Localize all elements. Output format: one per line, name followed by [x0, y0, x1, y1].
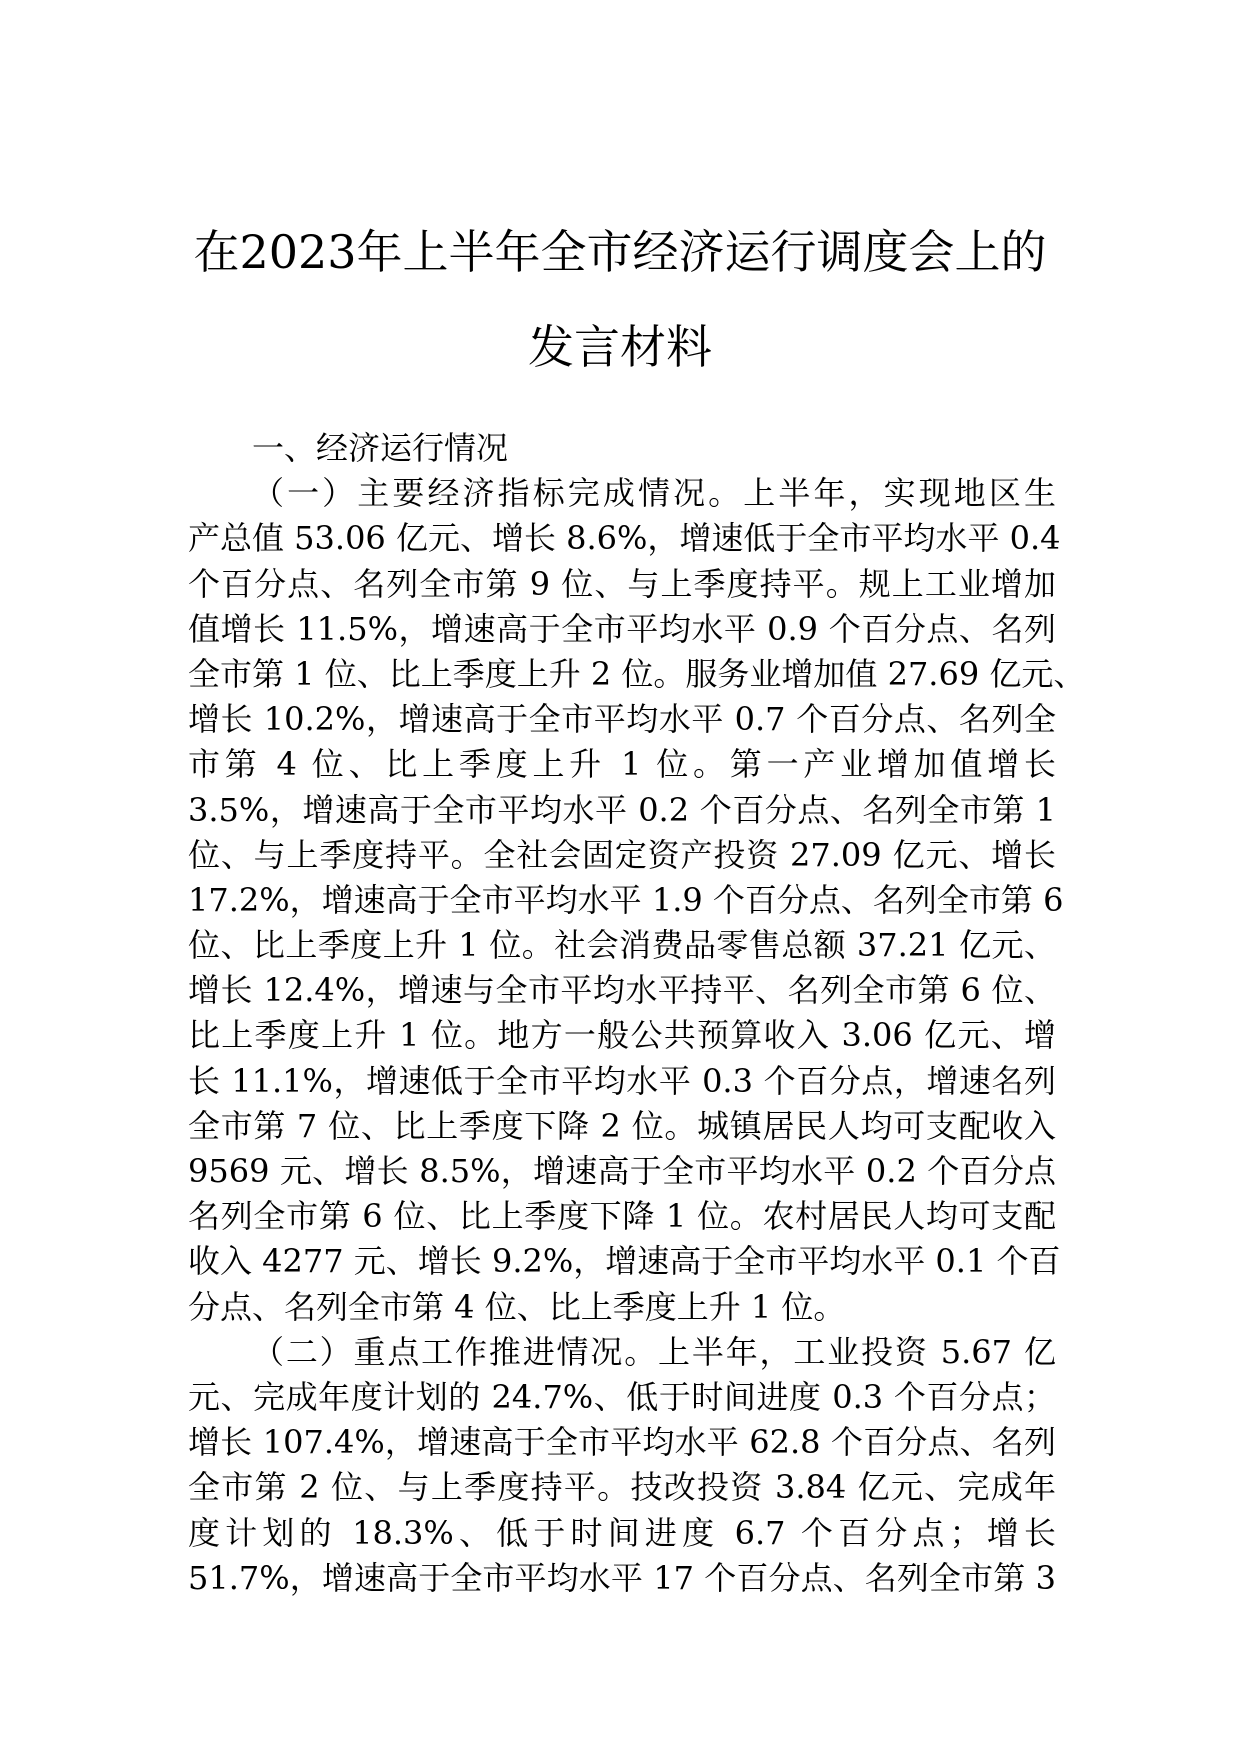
paragraph-line: 值增长 11.5%，增速高于全市平均水平 0.9 个百分点、名列: [188, 609, 1056, 648]
paragraph-line: 51.7%，增速高于全市平均水平 17 个百分点、名列全市第 3: [188, 1558, 1056, 1597]
paragraph-line: 市第 4 位、比上季度上升 1 位。第一产业增加值增长: [188, 745, 1056, 784]
paragraph-line: （二）重点工作推进情况。上半年，工业投资 5.67 亿: [252, 1332, 1056, 1371]
paragraph-line: 名列全市第 6 位、比上季度下降 1 位。农村居民人均可支配: [188, 1197, 1056, 1236]
title-line-2: 发言材料: [528, 320, 712, 374]
paragraph-line: 位、比上季度上升 1 位。社会消费品零售总额 37.21 亿元、: [188, 926, 1056, 965]
paragraph-line: 比上季度上升 1 位。地方一般公共预算收入 3.06 亿元、增: [188, 1016, 1056, 1055]
paragraph-line: 产总值 53.06 亿元、增长 8.6%，增速低于全市平均水平 0.4: [188, 519, 1061, 558]
paragraph-line: 9569 元、增长 8.5%，增速高于全市平均水平 0.2 个百分点: [188, 1152, 1056, 1190]
paragraph-line: 增长 12.4%，增速与全市平均水平持平、名列全市第 6 位、: [188, 971, 1056, 1010]
paragraph-line: 17.2%，增速高于全市平均水平 1.9 个百分点、名列全市第 6: [188, 880, 1064, 919]
paragraph-line: 元、完成年度计划的 24.7%、低于时间进度 0.3 个百分点；: [188, 1377, 1056, 1416]
document-body: [188, 426, 1086, 1601]
paragraph-line: 全市第 2 位、与上季度持平。技改投资 3.84 亿元、完成年: [188, 1468, 1056, 1507]
paragraph-line: 增长 107.4%，增速高于全市平均水平 62.8 个百分点、名列: [188, 1423, 1056, 1462]
paragraph-line: 长 11.1%，增速低于全市平均水平 0.3 个百分点，增速名列: [188, 1061, 1056, 1100]
paragraph-line: 3.5%，增速高于全市平均水平 0.2 个百分点、名列全市第 1: [188, 790, 1056, 829]
paragraph-line: 度计划的 18.3%、低于时间进度 6.7 个百分点；增长: [188, 1513, 1056, 1552]
paragraph-line: 增长 10.2%，增速高于全市平均水平 0.7 个百分点、名列全: [188, 700, 1056, 739]
paragraph-line: 分点、名列全市第 4 位、比上季度上升 1 位。: [188, 1287, 846, 1326]
paragraph-line: （一）主要经济指标完成情况。上半年，实现地区生: [252, 474, 1056, 513]
document-title: [0, 205, 1240, 395]
paragraph-line: 全市第 1 位、比上季度上升 2 位。服务业增加值 27.69 亿元、: [188, 654, 1086, 693]
title-line-1: 在2023年上半年全市经济运行调度会上的: [193, 225, 1047, 279]
paragraph-line: 个百分点、名列全市第 9 位、与上季度持平。规上工业增加: [188, 564, 1056, 603]
paragraph-line: 位、与上季度持平。全社会固定资产投资 27.09 亿元、增长: [188, 835, 1056, 874]
section-heading: 一、经济运行情况: [252, 429, 509, 467]
paragraph-line: 全市第 7 位、比上季度下降 2 位。城镇居民人均可支配收入: [188, 1106, 1056, 1145]
paragraph-line: 收入 4277 元、增长 9.2%，增速高于全市平均水平 0.1 个百: [188, 1242, 1061, 1281]
